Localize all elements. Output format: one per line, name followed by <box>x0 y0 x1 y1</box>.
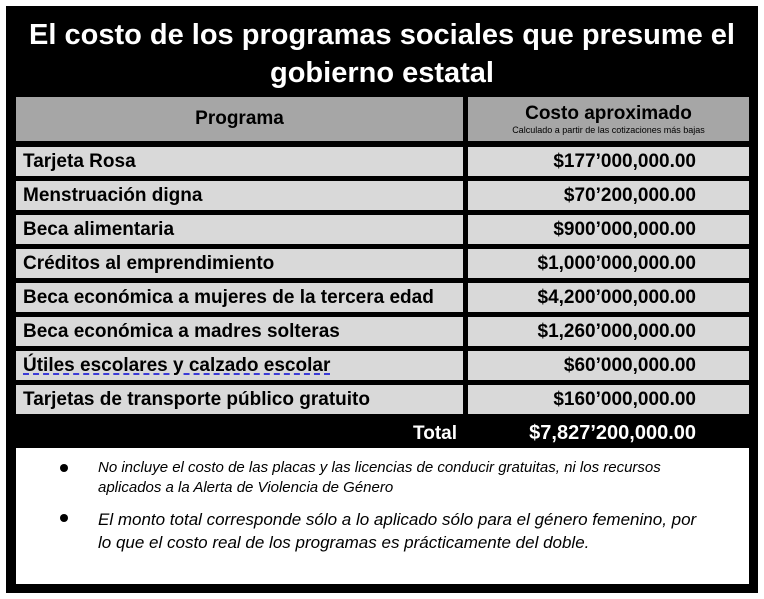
cost-cell <box>468 249 749 278</box>
program-cell <box>16 317 463 346</box>
notes-box <box>16 448 749 584</box>
program-cost: $1,260’000,000.00 <box>537 320 696 342</box>
bullet-icon <box>60 514 68 522</box>
header-cost-note: Calculado a partir de las cotizaciones más bajas <box>512 124 705 135</box>
header-program <box>16 97 463 141</box>
table-row <box>16 351 749 380</box>
program-name: Tarjetas de transporte público gratuito <box>23 388 370 410</box>
header-cost-label: Costo aproximado <box>525 102 692 124</box>
table-row <box>16 283 749 312</box>
bullet-icon <box>60 464 68 472</box>
program-name: Menstruación digna <box>23 184 203 206</box>
program-cell <box>16 215 463 244</box>
header-program-label: Programa <box>195 108 284 129</box>
program-cost: $900’000,000.00 <box>553 218 696 240</box>
cost-cell <box>468 385 749 414</box>
table-header-row <box>16 97 749 141</box>
table-row <box>16 249 749 278</box>
program-cost: $160’000,000.00 <box>553 388 696 410</box>
program-cost: $1,000’000,000.00 <box>537 252 696 274</box>
program-cost: $60’000,000.00 <box>563 354 696 376</box>
program-cell <box>16 385 463 414</box>
total-value-cell <box>468 419 749 448</box>
note-text: No incluye el costo de las placas y las licencias de conducir gratuitas, ni los recursos aplicados a la Alerta de Violencia de Género <box>98 459 661 496</box>
program-name: Beca económica a mujeres de la tercera edad <box>23 286 434 308</box>
cost-cell <box>468 283 749 312</box>
program-cell <box>16 147 463 176</box>
total-value: $7,827’200,000.00 <box>529 422 696 444</box>
note-text: El monto total corresponde sólo a lo aplicado sólo para el género femenino, por lo que el costo real de los programas es prácticamente del doble. <box>98 510 697 552</box>
program-name: Útiles escolares y calzado escolar <box>23 354 331 376</box>
cost-cell <box>468 317 749 346</box>
total-row <box>16 419 749 448</box>
cost-cell <box>468 181 749 210</box>
program-cost: $4,200’000,000.00 <box>537 286 696 308</box>
page-title: El costo de los programas sociales que presume el gobierno estatal <box>29 19 735 89</box>
cost-cell <box>468 351 749 380</box>
program-cell <box>16 249 463 278</box>
cost-cell <box>468 147 749 176</box>
program-name: Beca alimentaria <box>23 218 175 240</box>
cost-cell <box>468 215 749 244</box>
table-row <box>16 215 749 244</box>
program-cost: $177’000,000.00 <box>553 150 696 172</box>
table-row <box>16 317 749 346</box>
table-row <box>16 147 749 176</box>
program-name: Tarjeta Rosa <box>23 150 136 172</box>
table-row <box>16 385 749 414</box>
total-label-cell <box>16 419 463 448</box>
program-name: Beca económica a madres solteras <box>23 320 340 342</box>
total-label: Total <box>413 422 457 444</box>
program-cell <box>16 181 463 210</box>
program-cell <box>16 283 463 312</box>
header-cost <box>468 97 749 141</box>
program-name: Créditos al emprendimiento <box>23 252 275 274</box>
infographic-frame <box>6 6 758 593</box>
program-cost: $70’200,000.00 <box>563 184 696 206</box>
table-row <box>16 181 749 210</box>
program-cell <box>16 351 463 380</box>
